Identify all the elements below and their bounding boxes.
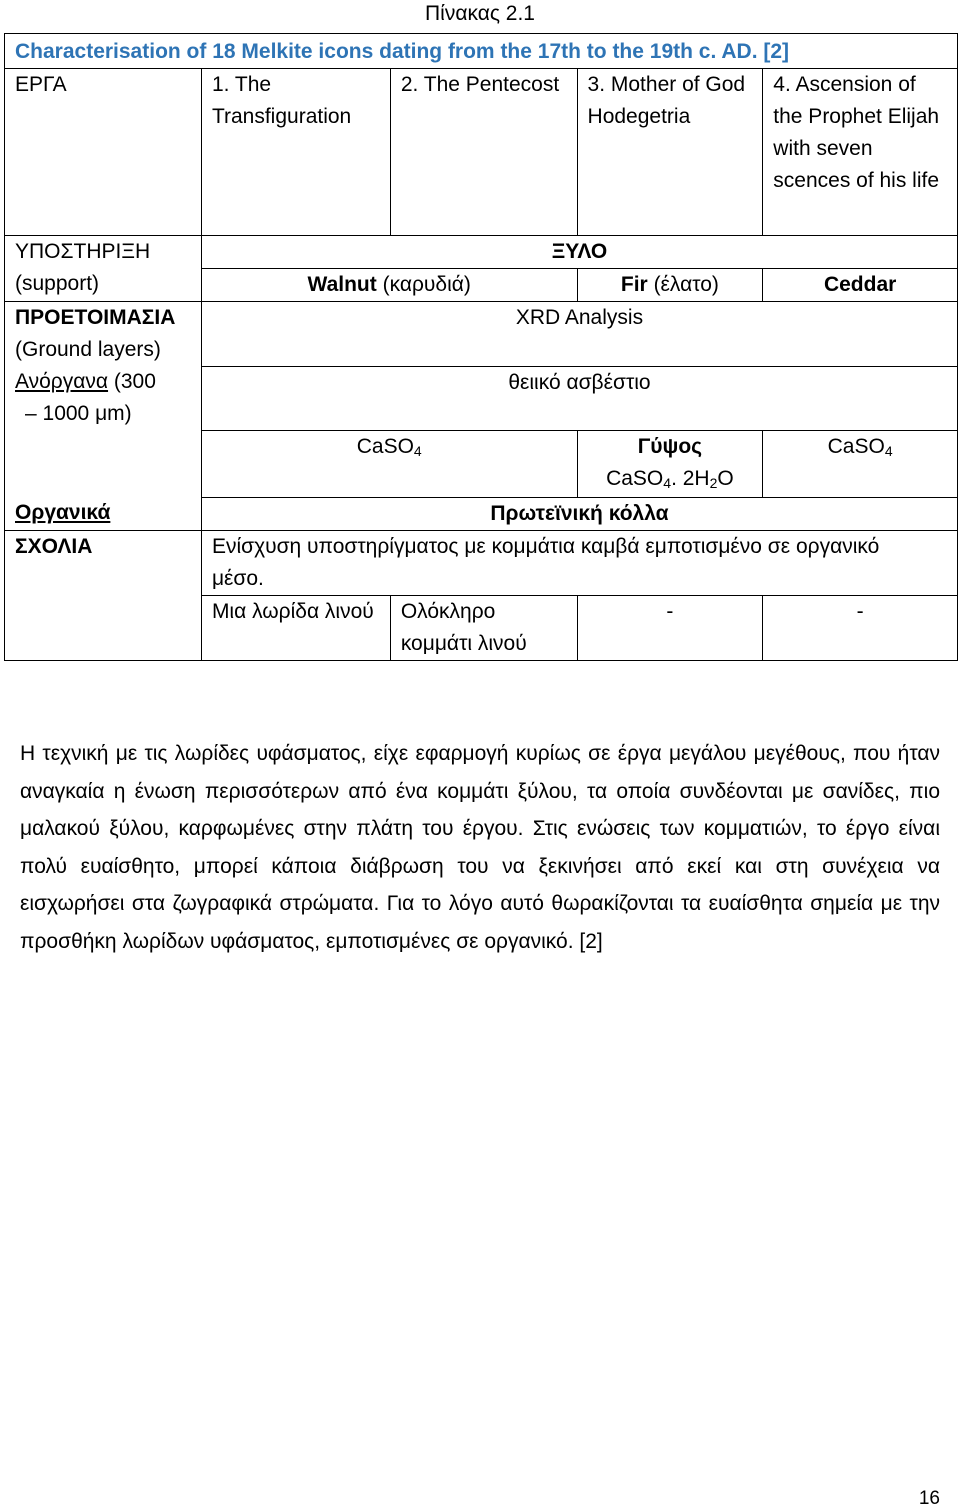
icons-table	[4, 33, 958, 661]
table-title-row	[5, 34, 958, 69]
inorganic-label: Ανόργανα	[15, 370, 109, 393]
composition-caso4-b	[763, 430, 958, 497]
support-row	[5, 236, 958, 269]
comment-item-1: Μια λωρίδα λινού	[201, 595, 390, 660]
comments-label: ΣΧΟΛΙΑ	[5, 530, 202, 660]
support-label: ΥΠΟΣΤΗΡΙΞΗ	[15, 240, 151, 263]
inorganic-range-b: – 1000 μm)	[25, 402, 132, 425]
work-1: 1. The Transfiguration	[201, 69, 390, 236]
inorganic-label-line	[15, 366, 191, 398]
walnut-name: Walnut	[307, 273, 377, 296]
table-caption: Πίνακας 2.1	[424, 2, 535, 25]
comment-item-3: -	[577, 595, 763, 660]
composition-gypsum	[577, 430, 763, 497]
gypsum-formula-3: O	[717, 466, 734, 490]
caso4-a-sub: 4	[413, 442, 422, 459]
inorganic-row	[5, 366, 958, 430]
gypsum-label: Γύψος	[637, 434, 703, 458]
fir-name: Fir	[620, 273, 648, 296]
walnut-greek: (καρυδιά)	[376, 273, 471, 296]
inorganic-range-a: (300	[108, 370, 156, 393]
caso4-a-text: CaSO	[356, 434, 414, 458]
ground-label-cell	[5, 302, 202, 367]
work-4: 4. Ascension of the Prophet Elijah with seven scences of his life	[763, 69, 958, 236]
ground-row	[5, 302, 958, 367]
comments-text: Ενίσχυση υποστηρίγματος με κομμάτια καμβά εμποτισμένο σε οργανικό μέσο.	[201, 530, 957, 595]
xrd-analysis: XRD Analysis	[201, 302, 957, 367]
comments-row	[5, 530, 958, 595]
inorganic-value: θειικό ασβέστιο	[201, 366, 957, 430]
comment-item-4: -	[763, 595, 958, 660]
composition-caso4-a	[201, 430, 577, 497]
organic-row	[5, 497, 958, 530]
wood-ceddar: Ceddar	[763, 269, 958, 302]
support-material: ΞΥΛΟ	[201, 236, 957, 269]
works-row	[5, 69, 958, 236]
work-3: 3. Mother of God Hodegetria	[577, 69, 763, 236]
gypsum-formula-sub2: 2	[709, 474, 718, 491]
wood-fir	[577, 269, 763, 302]
gypsum-formula-2: . 2H	[671, 466, 710, 490]
work-2: 2. The Pentecost	[390, 69, 577, 236]
support-sublabel: (support)	[15, 272, 100, 295]
fir-greek: (έλατο)	[647, 273, 719, 296]
caso4-b-text: CaSO	[827, 434, 885, 458]
organic-label: Οργανικά	[5, 497, 202, 530]
organic-value: Πρωτεϊνική κόλλα	[201, 497, 957, 530]
wood-walnut	[201, 269, 577, 302]
page-number: 16	[918, 1488, 940, 1509]
composition-row	[5, 430, 958, 497]
works-label: ΕΡΓΑ	[5, 69, 202, 236]
gypsum-formula-1: CaSO	[606, 466, 664, 490]
ground-label: ΠΡΟΕΤΟΙΜΑΣΙΑ	[15, 306, 176, 329]
caso4-b-sub: 4	[884, 442, 893, 459]
gypsum-formula-sub1: 4	[663, 474, 672, 491]
table-title: Characterisation of 18 Melkite icons dating from the 17th to the 19th c. AD. [2]	[5, 34, 958, 69]
composition-label-cell	[5, 430, 202, 497]
ground-sublabel: (Ground layers)	[15, 338, 161, 361]
body-paragraph: Η τεχνική με τις λωρίδες υφάσματος, είχε εφαρμογή κυρίως σε έργα μεγάλου μεγέθους, που ήταν αναγκαία η ένωση περισσότερων από ένα κομμάτι ξύλου, τα οποία συνδέονται με σανίδες, πιο μαλακού ξύλου, καρφωμένες στην πλάτη του έργου. Στις ενώσεις των κομματιών, το έργο είναι πολύ ευαίσθητο, μπορεί κάποια διάβρωση του να ξεκινήσει από εκεί και στη συνέχεια να εισχωρήσει στα ζωγραφικά στρώματα. Για το λόγο αυτό θωρακίζονται τα ευαίσθητα σημεία με την προσθήκη λωρίδων υφάσματος, εμποτισμένες σε οργανικό. [2]	[20, 742, 940, 953]
gypsum-formula	[588, 463, 753, 495]
support-label-cell	[5, 236, 202, 302]
comment-item-2: Ολόκληρο κομμάτι λινού	[390, 595, 577, 660]
inorganic-label-cell	[5, 366, 202, 430]
